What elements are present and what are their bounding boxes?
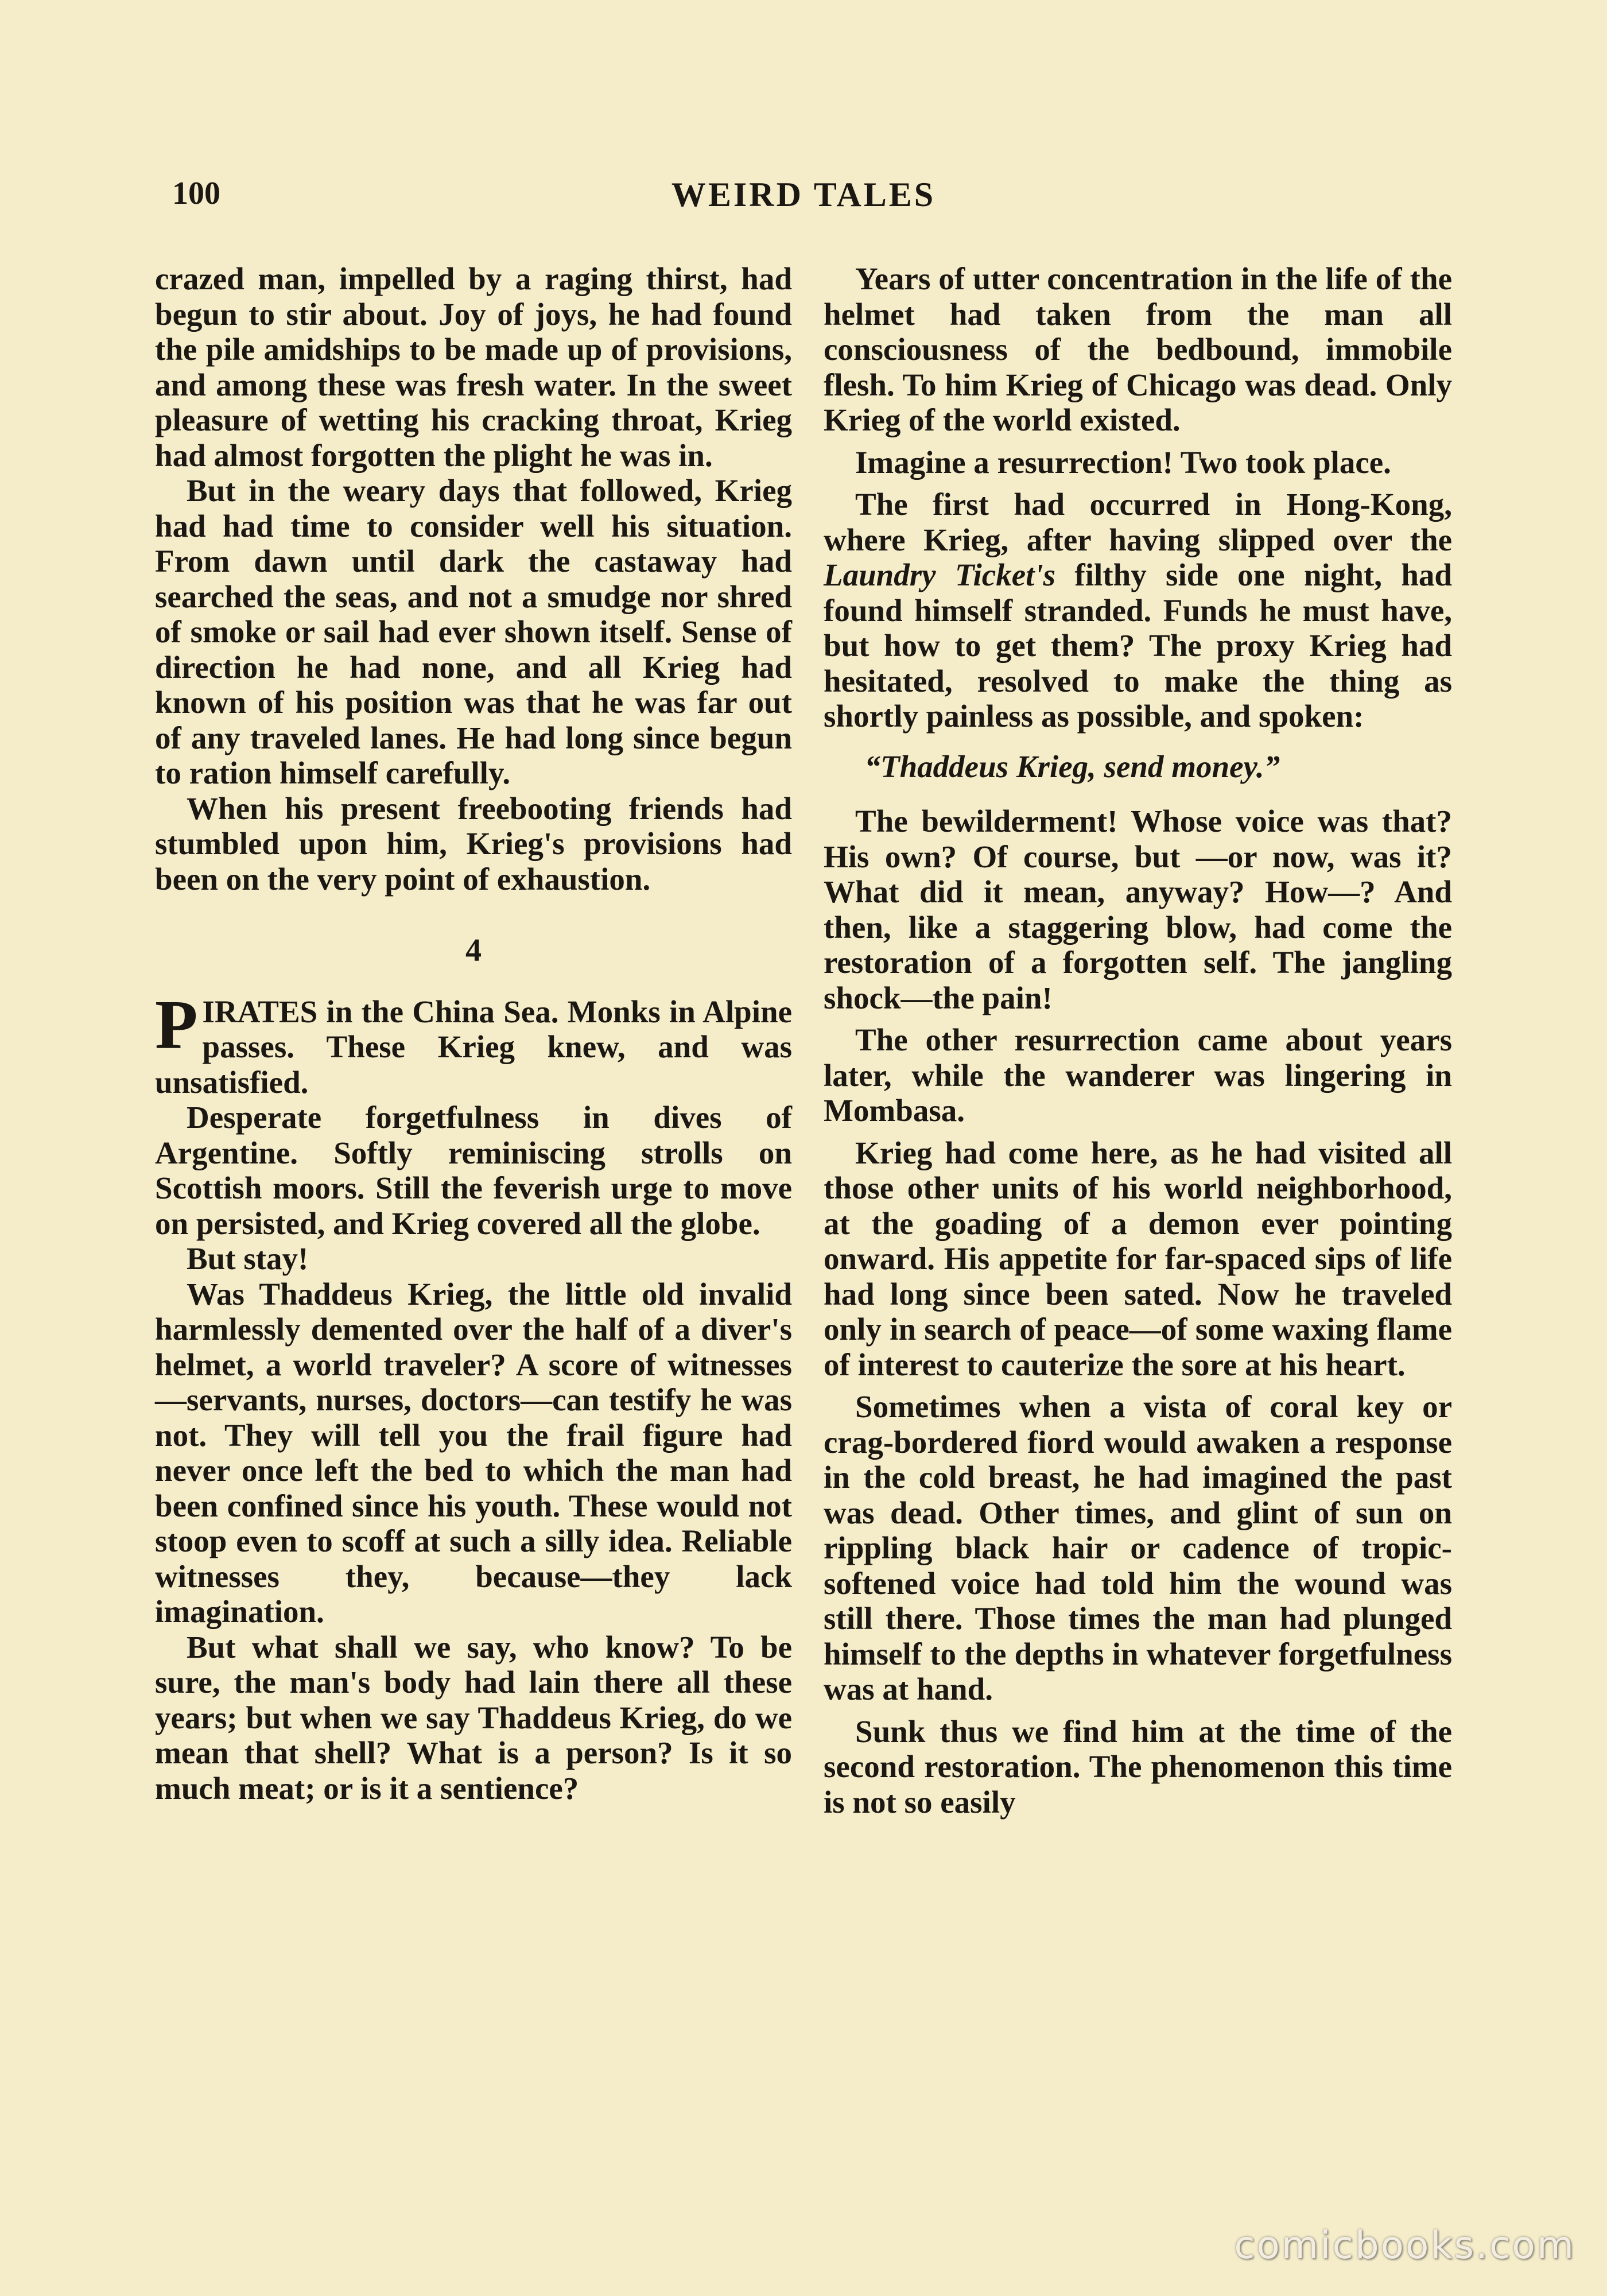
paragraph: crazed man, impelled by a raging thirst, had begun to stir about. Joy of joys, he had found the pile amidships to be made up of provisions, and among these was fresh water. In the sweet pleasure of wetting his cracking throat, Krieg had almost forgotten the plight he was in.	[155, 261, 792, 473]
paragraph: Was Thaddeus Krieg, the little old invalid harmlessly demented over the half of a diver's helmet, a world traveler? A score of witnesses—servants, nurses, doctors—can testify he was not. They will tell you the frail figure had never once left the bed to which the man had been confined since his youth. These would not stoop even to scoff at such a silly idea. Reliable witnesses they, because—they lack imagination.	[155, 1276, 792, 1629]
paragraph-text: filthy side one night, had found himself stranded. Funds he must have, but how to get them? The proxy Krieg had hesitated, resolved to make the thing as shortly painless as possible, and spoken:	[824, 557, 1453, 734]
paragraph: But what shall we say, who know? To be sure, the man's body had lain there all these years; but when we say Thaddeus Krieg, do we mean that shell? What is a person? Is it so much meat; or is it a sentience?	[155, 1629, 792, 1806]
left-column	[155, 261, 792, 1806]
paragraph: When his present freebooting friends had stumbled upon him, Krieg's provisions had been on the very point of exhaustion.	[155, 790, 792, 897]
paragraph: Imagine a resurrection! Two took place.	[855, 444, 1391, 480]
right-column	[824, 261, 1452, 1820]
paragraph: Desperate forgetfulness in dives of Argentine. Softly reminiscing strolls on Scottish moors. Still the feverish urge to move on persisted, and Krieg covered all the globe.	[155, 1100, 792, 1241]
drop-cap: P	[155, 986, 198, 1064]
paragraph: Krieg had come here, as he had visited all those other units of his world neighborhood, at the goading of a demon ever pointing onward. His appetite for far-spaced sips of life had long since been sated. Now he traveled only in search of peace—of some waxing flame of interest to cauterize the sore at his heart.	[824, 1135, 1452, 1382]
paragraph: But stay!	[187, 1241, 309, 1276]
source-watermark: comicbooks.com	[1234, 2223, 1575, 2267]
page-number: 100	[172, 176, 220, 211]
quotation: “Thaddeus Krieg, send money.”	[864, 748, 1280, 784]
paragraph: The bewilderment! Whose voice was that? His own? Of course, but —or now, was it? What did it mean, anyway? How—? And then, like a staggering blow, had come the restoration of a forgotten self. The jangling shock—the pain!	[824, 804, 1452, 1015]
paragraph	[824, 487, 1452, 734]
ship-name: Laundry Ticket's	[824, 557, 1056, 592]
paragraph: Sometimes when a vista of coral key or crag-bordered fiord would awaken a response in the cold breast, he had imagined the past was dead. Other times, and glint of sun on rippling black hair or cadence of tropic-softened voice had told him the wound was still there. Those times the man had plunged himself to the depths in whatever forgetfulness was at hand.	[824, 1389, 1452, 1707]
paragraph: Years of utter concentration in the life of the helmet had taken from the man all consciousness of the bedbound, immobile flesh. To him Krieg of Chicago was dead. Only Krieg of the world existed.	[824, 261, 1452, 437]
paragraph: But in the weary days that followed, Krieg had had time to consider well his situation. From dawn until dark the castaway had searched the seas, and not a smudge nor shred of smoke or sail had ever shown itself. Sense of direction he had none, and all Krieg had known of his position was that he was far out of any traveled lanes. He had long since begun to ration himself carefully.	[155, 473, 792, 790]
section-opening-text: IRATES in the China Sea. Monks in Alpine passes. These Krieg knew, and was unsatisfied.	[155, 994, 792, 1100]
paragraph: Sunk thus we find him at the time of the second restoration. The phenomenon this time is not so easily	[824, 1713, 1452, 1820]
running-title: WEIRD TALES	[671, 176, 936, 214]
section-number: 4	[465, 933, 482, 968]
page-header	[161, 175, 1446, 232]
section-opening-paragraph	[155, 986, 792, 1100]
paragraph-text: The first had occurred in Hong-Kong, where Krieg, after having slipped over the	[824, 487, 1452, 557]
paragraph: The other resurrection came about years later, while the wanderer was lingering in Mombasa.	[824, 1022, 1452, 1128]
